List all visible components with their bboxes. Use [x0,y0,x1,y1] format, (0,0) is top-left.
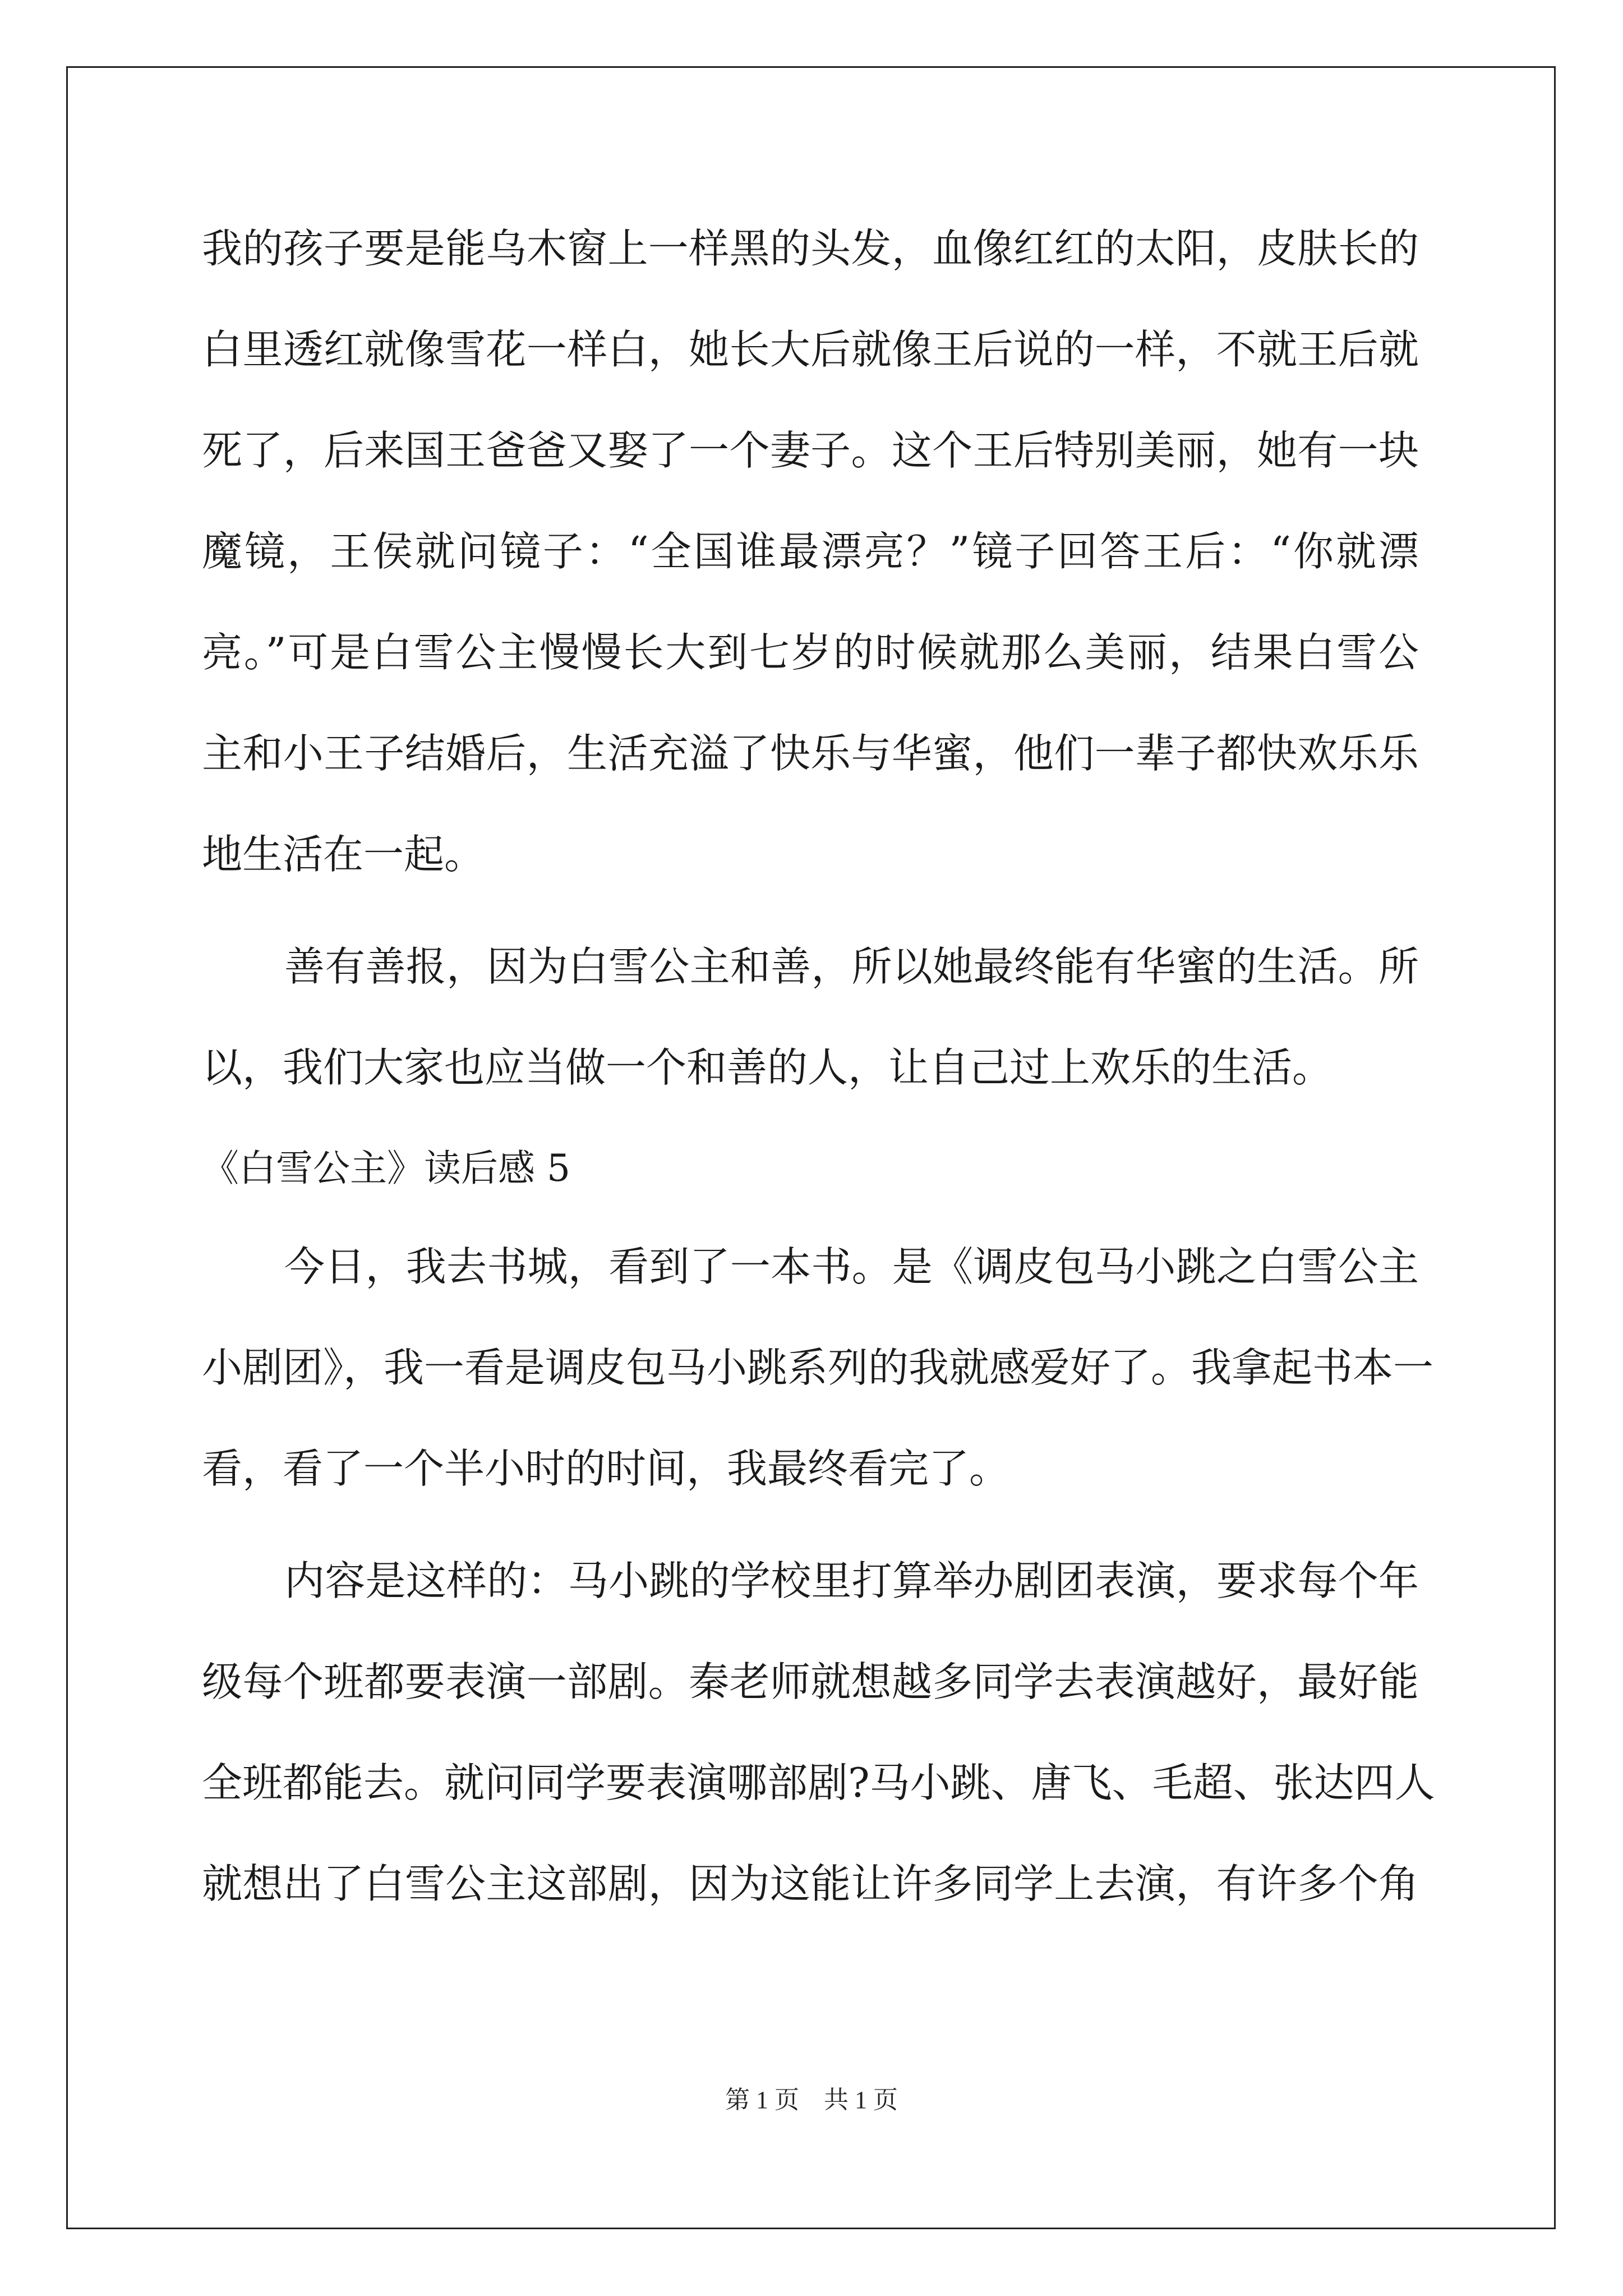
text-line: 看，看了一个半小时的时间，我最终看完了。 [202,1445,1010,1492]
paragraph-first-line: 今日，我去书城，看到了一本书。是《调皮包马小跳之白雪公主 [284,1243,1419,1290]
text-line: 白里透红就像雪花一样白，她长大后就像王后说的一样，不就王后就 [202,326,1419,373]
text-line: 以，我们大家也应当做一个和善的人，让自己过上欢乐的生活。 [202,1044,1333,1091]
page-number: 第 1 页 共 1 页 [725,2086,898,2114]
section-heading: 《白雪公主》读后感 5 [202,1147,570,1190]
text-line: 死了，后来国王爸爸又娶了一个妻子。这个王后特别美丽，她有一块 [202,427,1419,474]
text-line: 全班都能去。就问同学要表演哪部剧?马小跳、唐飞、毛超、张达四人 [202,1759,1435,1806]
text-line: 我的孩子要是能乌木窗上一样黑的头发，血像红红的太阳，皮肤长的 [202,225,1419,272]
text-line: 主和小王子结婚后，生活充溢了快乐与华蜜，他们一辈子都快欢乐乐 [202,730,1419,777]
text-line: 魔镜，王侯就问镜子：“全国谁最漂亮？”镜子回答王后：“你就漂 [202,528,1419,575]
text-line: 就想出了白雪公主这部剧，因为这能让许多同学上去演，有许多个角 [202,1860,1419,1907]
text-line: 级每个班都要表演一部剧。秦老师就想越多同学去表演越好，最好能 [202,1658,1419,1705]
paragraph-first-line: 善有善报，因为白雪公主和善，所以她最终能有华蜜的生活。所 [284,943,1419,990]
text-line: 地生活在一起。 [202,831,485,878]
text-line: 小剧团》，我一看是调皮包马小跳系列的我就感爱好了。我拿起书本一 [202,1344,1434,1391]
text-line: 亮。”可是白雪公主慢慢长大到七岁的时候就那么美丽，结果白雪公 [202,629,1419,676]
paragraph-first-line: 内容是这样的：马小跳的学校里打算举办剧团表演，要求每个年 [284,1557,1419,1604]
